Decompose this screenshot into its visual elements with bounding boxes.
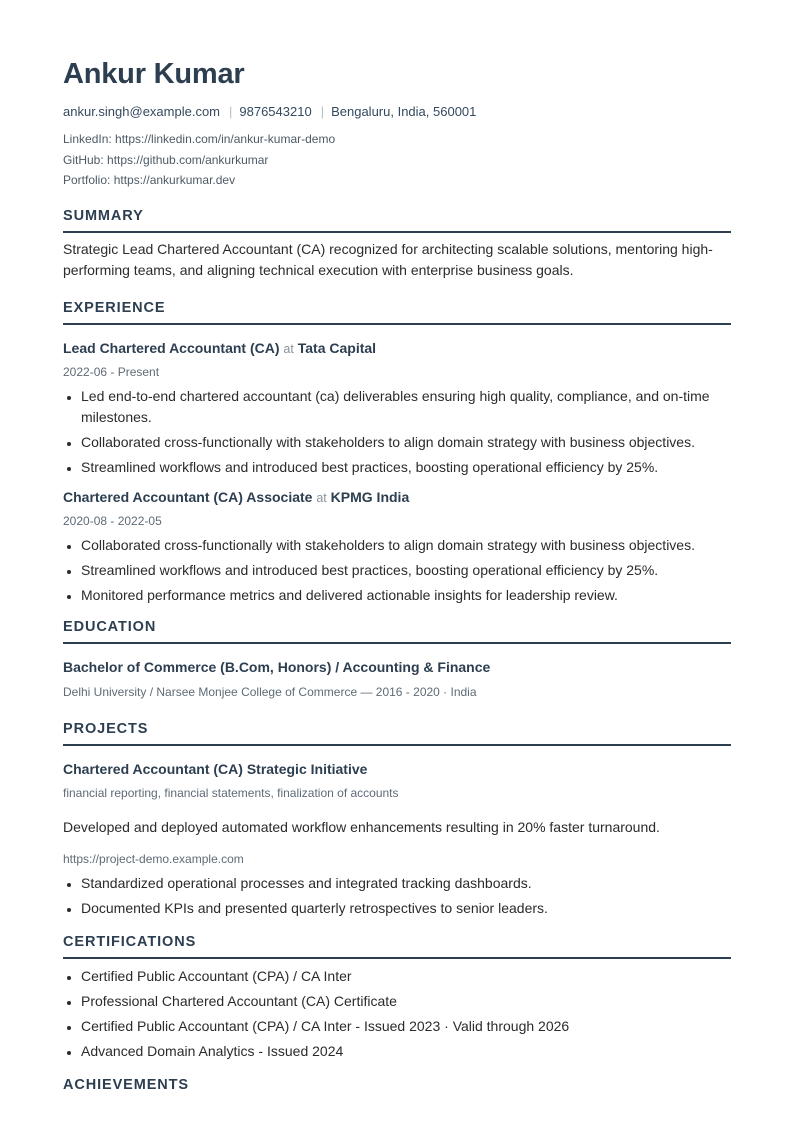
separator: | [320, 103, 325, 119]
at-label: at [283, 341, 294, 356]
job-title-line [63, 488, 731, 507]
achievements-section [63, 1076, 731, 1100]
job-company: Tata Capital [297, 339, 377, 356]
location-text: Bengaluru, India, 560001 [331, 103, 477, 119]
summary-text: Strategic Lead Chartered Accountant (CA) recognized for architecting scalable solutions, mentoring high-performing teams, and aligning technical execution with enterprise business goals. [63, 240, 713, 278]
section-title-summary: SUMMARY [63, 207, 731, 233]
certification-list [63, 966, 731, 1062]
job-company: KPMG India [330, 488, 410, 505]
section-title-achievements: ACHIEVEMENTS [63, 1076, 190, 1093]
job-dates: 2022-06 - Present [63, 364, 160, 379]
bullet-item: • Streamlined workflows and introduced best practices, boosting operational efficiency by 25%. [81, 457, 731, 478]
project-title: Chartered Accountant (CA) Strategic Initiative [63, 760, 368, 777]
section-title-education: EDUCATION [63, 618, 731, 644]
project-description: Developed and deployed automated workflow enhancements resulting in 20% faster turnaround. [63, 818, 660, 835]
project-tags: financial reporting, financial statements, finalization of accounts [63, 785, 399, 800]
certification-item: • Professional Chartered Accountant (CA) Certificate [81, 991, 731, 1012]
section-title-projects: PROJECTS [63, 720, 731, 746]
email-text: ankur.singh@example.com [63, 103, 220, 119]
github-link[interactable]: GitHub: https://github.com/ankurkumar [63, 152, 269, 167]
separator: | [229, 103, 233, 119]
certifications-section [63, 933, 731, 1062]
experience-section [63, 299, 731, 606]
phone-text: 9876543210 [239, 103, 312, 119]
bullet-item: • Documented KPIs and presented quarterly retrospectives to senior leaders. [81, 898, 731, 919]
certification-item: • Advanced Domain Analytics - Issued 2024 [81, 1041, 731, 1062]
bullet-item: • Monitored performance metrics and delivered actionable insights for leadership review. [81, 585, 731, 606]
project-bullets [63, 873, 731, 919]
job-role: Lead Chartered Accountant (CA) [63, 339, 280, 356]
bullet-item: • Standardized operational processes and integrated tracking dashboards. [81, 873, 731, 894]
at-label: at [316, 490, 327, 505]
contact-line [63, 102, 731, 120]
education-details: Delhi University / Narsee Monjee College of Commerce — 2016 - 2020 · India [63, 684, 477, 699]
job-entry [63, 488, 731, 606]
job-title-line [63, 339, 731, 358]
bullet-item: • Collaborated cross-functionally with stakeholders to align domain strategy with business objectives. [81, 432, 731, 453]
bullet-item: • Streamlined workflows and introduced best practices, boosting operational efficiency by 25%. [81, 560, 731, 581]
profile-links [63, 129, 731, 191]
summary-section [63, 207, 731, 281]
section-title-certifications: CERTIFICATIONS [63, 933, 731, 959]
linkedin-link[interactable]: LinkedIn: https://linkedin.com/in/ankur-kumar-demo [63, 132, 336, 146]
bullet-item: • Collaborated cross-functionally with stakeholders to align domain strategy with business objectives. [81, 535, 731, 556]
certification-item: • Certified Public Accountant (CPA) / CA Inter - Issued 2023 · Valid through 2026 [81, 1016, 731, 1037]
job-role: Chartered Accountant (CA) Associate [63, 488, 313, 505]
job-dates: 2020-08 - 2022-05 [63, 513, 162, 528]
degree-title: Bachelor of Commerce (B.Com, Honors) / Accounting & Finance [63, 658, 491, 675]
bullet-item: • Led end-to-end chartered accountant (ca) deliverables ensuring high quality, compliance, and on-time milestones. [81, 386, 731, 428]
portfolio-link[interactable]: Portfolio: https://ankurkumar.dev [63, 173, 236, 187]
certification-item: • Certified Public Accountant (CPA) / CA Inter [81, 966, 731, 987]
candidate-name: Ankur Kumar [63, 58, 245, 90]
project-url-link[interactable]: https://project-demo.example.com [63, 851, 244, 866]
job-entry [63, 339, 731, 478]
projects-section [63, 720, 731, 919]
job-bullets [63, 535, 731, 606]
job-bullets [63, 386, 731, 478]
section-title-experience: EXPERIENCE [63, 299, 731, 325]
education-section [63, 618, 731, 700]
